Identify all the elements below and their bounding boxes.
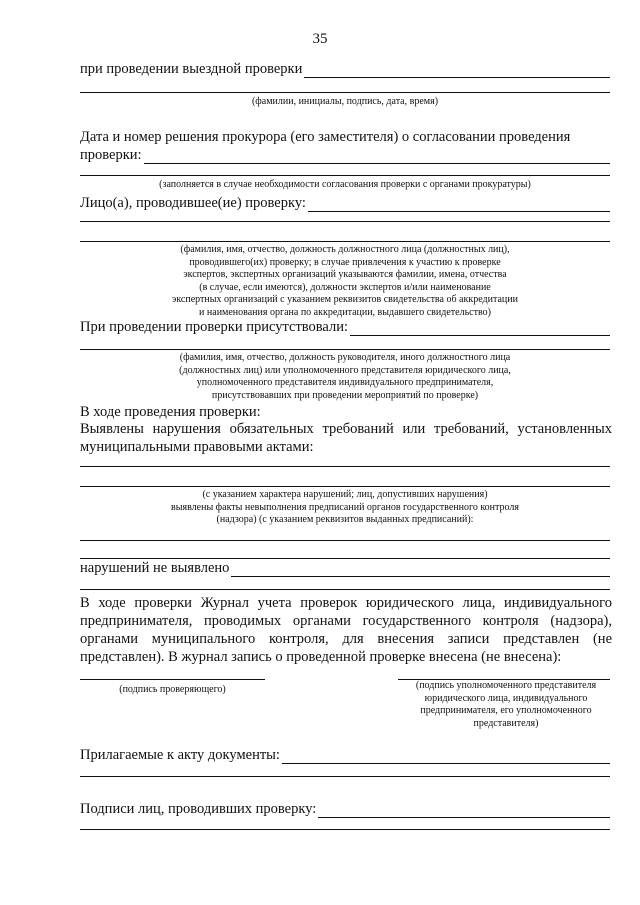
journal-text: В ходе проверки Журнал учета проверок юридического лица, индивидуального предпринимателя, проводимых органами государственного контроля (надзора), органами муниципального контроля, для внесения записи представлен (не представлен). В журнал запись о проведенной проверке внесена (не внесена): xyxy=(80,595,612,665)
prosecutor-decision-line-2[interactable] xyxy=(80,175,610,176)
prosecutor-decision-blank[interactable] xyxy=(144,150,610,164)
no-violations-field[interactable] xyxy=(80,559,610,577)
inspectors-field[interactable] xyxy=(80,194,610,212)
attendees-blank[interactable] xyxy=(350,322,610,336)
onsite-inspection-caption: (фамилии, инициалы, подпись, дата, время) xyxy=(251,96,439,107)
violations-text: Выявлены нарушения обязательных требований или требований, установленных муниципальными правовыми актами: xyxy=(80,421,612,455)
no-violations-blank[interactable] xyxy=(231,563,610,577)
attendees-line-2[interactable] xyxy=(80,349,610,350)
violations-caption: (с указанием характера нарушений; лиц, допустивших нарушения) выявлены факты невыполнения предписаний органов государственного контроля (надзора) (с указанием реквизитов выданных предписаний): xyxy=(171,489,519,525)
inspector-signatures-label: Подписи лиц, проводивших проверку: xyxy=(80,801,317,817)
inspection-progress-heading: В ходе проведения проверки: xyxy=(80,404,261,420)
onsite-inspection-blank[interactable] xyxy=(304,64,610,78)
prosecutor-decision-label: проверки: xyxy=(80,147,142,163)
inspectors-line-2[interactable] xyxy=(80,221,610,222)
no-violations-label: нарушений не выявлено xyxy=(80,560,230,576)
violations-line-1[interactable] xyxy=(80,466,610,467)
inspector-signatures-blank[interactable] xyxy=(318,804,610,818)
attached-documents-label: Прилагаемые к акту документы: xyxy=(80,747,280,763)
inspectors-caption: (фамилия, имя, отчество, должность должностного лица (должностных лиц), проводившего(их) проверку; в случае привлечения к участию к проверке экспертов, экспертных организаций указываются фамилии, имена, отчества (в случае, если имеются), должности экспертов и/или наименование экспертных организаций с указанием реквизитов свидетельства об аккредитации и наименования органа по аккредитации, выдавшего свидетельство) xyxy=(172,244,518,318)
prosecutor-decision-field[interactable] xyxy=(80,146,610,164)
representative-signature-caption: (подпись уполномоченного представителя юридического лица, индивидуального предпринимателя, его уполномоченного представителя) xyxy=(415,680,597,729)
violations-line-3[interactable] xyxy=(80,540,610,541)
attached-documents-blank[interactable] xyxy=(282,750,610,764)
prosecutor-decision-caption: (заполняется в случае необходимости согласования проверки с органами прокуратуры) xyxy=(159,179,531,190)
attached-documents-line-2[interactable] xyxy=(80,776,610,777)
attached-documents-field[interactable] xyxy=(80,746,610,764)
onsite-inspection-line-2[interactable] xyxy=(80,92,610,93)
onsite-inspection-field[interactable] xyxy=(80,60,610,78)
violations-line-2[interactable] xyxy=(80,486,610,487)
attendees-field[interactable] xyxy=(80,318,610,336)
onsite-inspection-label: при проведении выездной проверки xyxy=(80,61,303,77)
inspector-signature-caption: (подпись проверяющего) xyxy=(119,684,226,695)
page-number: 35 xyxy=(312,31,328,47)
attendees-label: При проведении проверки присутствовали: xyxy=(80,319,349,335)
inspectors-line-3[interactable] xyxy=(80,241,610,242)
inspector-signature-line[interactable] xyxy=(80,679,265,680)
inspector-signatures-line-2[interactable] xyxy=(80,829,610,830)
inspectors-label: Лицо(а), проводившее(ие) проверку: xyxy=(80,195,306,211)
inspectors-blank[interactable] xyxy=(308,198,610,212)
attendees-caption: (фамилия, имя, отчество, должность руководителя, иного должностного лица (должностных лиц) или уполномоченного представителя юридического лица, уполномоченного представителя индивидуального предпринимателя, присутствовавших при проведении мероприятий по проверке) xyxy=(179,352,511,401)
inspector-signatures-field[interactable] xyxy=(80,800,610,818)
prosecutor-decision-text: Дата и номер решения прокурора (его заместителя) о согласовании проведения xyxy=(80,129,571,145)
no-violations-line-2[interactable] xyxy=(80,589,610,590)
